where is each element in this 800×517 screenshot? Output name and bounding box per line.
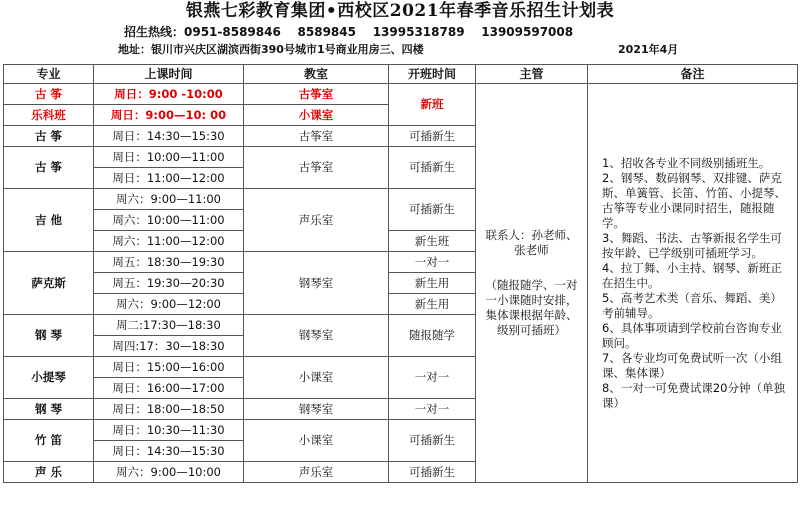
room-cell: 小课室 <box>244 420 389 462</box>
time-cell: 周六：9:00—10:00 <box>94 462 244 483</box>
col-header-notes: 备注 <box>588 65 798 84</box>
subject-cell: 声 乐 <box>4 462 94 483</box>
time-cell: 周日：9:00 -10:00 <box>94 84 244 105</box>
subject-cell: 古 筝 <box>4 84 94 105</box>
status-cell: 一对一 <box>389 399 476 420</box>
time-cell: 周六：11:00—12:00 <box>94 231 244 252</box>
note-item: 2、钢琴、数码钢琴、双排键、萨克斯、单簧管、长笛、竹笛、小提琴、古筝等专业小课同时招生，随报随学。 <box>602 170 786 230</box>
date-text: 2021年4月 <box>618 43 679 56</box>
notes-cell <box>588 84 798 483</box>
note-item: 7、各专业均可免费试听一次（小组课、集体课） <box>602 350 782 380</box>
room-cell: 古筝室 <box>244 126 389 147</box>
time-cell: 周日：16:00—17:00 <box>94 378 244 399</box>
note-item: 6、具体事项请到学校前台咨询专业顾问。 <box>602 320 782 350</box>
col-header-room: 教室 <box>244 65 389 84</box>
subject-cell: 吉 他 <box>4 189 94 252</box>
note-item: 5、高考艺术类（音乐、舞蹈、美）考前辅导。 <box>602 290 782 320</box>
subject-cell: 钢 琴 <box>4 399 94 420</box>
subject-cell: 古 筝 <box>4 126 94 147</box>
note-item: 8、一对一可免费试课20分钟（单独课） <box>602 380 785 410</box>
col-header-subject: 专业 <box>4 65 94 84</box>
time-cell: 周六：10:00—11:00 <box>94 210 244 231</box>
table-row <box>4 84 798 105</box>
schedule-table <box>3 64 798 483</box>
manager-cell <box>476 84 588 483</box>
note-item: 3、舞蹈、书法、古筝新报名学生可按年龄、已学级别可插班学习。 <box>602 230 782 260</box>
hotline-text: 招生热线：0951-8589846 8589845 13995318789 13909597008 <box>124 25 574 39</box>
status-cell: 一对一 <box>389 357 476 399</box>
time-cell: 周五：19:30—20:30 <box>94 273 244 294</box>
time-cell: 周二:17:30—18:30 <box>94 315 244 336</box>
status-cell: 新生用 <box>389 294 476 315</box>
time-cell: 周日：10:30—11:30 <box>94 420 244 441</box>
status-cell: 新生班 <box>389 231 476 252</box>
address-line <box>0 41 800 59</box>
subject-cell: 钢 琴 <box>4 315 94 357</box>
subject-cell: 竹 笛 <box>4 420 94 462</box>
note-item: 1、招收各专业不同级别插班生。 <box>602 155 771 170</box>
col-header-time: 上课时间 <box>94 65 244 84</box>
time-cell: 周日：10:00—11:00 <box>94 147 244 168</box>
col-header-status: 开班时间 <box>389 65 476 84</box>
time-cell: 周日：14:30—15:30 <box>94 126 244 147</box>
time-cell: 周六：9:00—11:00 <box>94 189 244 210</box>
room-cell: 小课室 <box>244 357 389 399</box>
subject-cell: 萨克斯 <box>4 252 94 315</box>
room-cell: 古筝室 <box>244 84 389 105</box>
col-header-manager: 主管 <box>476 65 588 84</box>
status-cell: 一对一 <box>389 252 476 273</box>
room-cell: 小课室 <box>244 105 389 126</box>
status-cell: 随报随学 <box>389 315 476 357</box>
time-cell: 周日：15:00—16:00 <box>94 357 244 378</box>
room-cell: 钢琴室 <box>244 315 389 357</box>
table-header-row <box>4 65 798 84</box>
manager-note: （随报随学、一对一小课随时安排，集体课根据年龄、级别可插班） <box>485 278 578 337</box>
subject-cell: 古 筝 <box>4 147 94 189</box>
room-cell: 古筝室 <box>244 147 389 189</box>
status-cell: 可插新生 <box>389 189 476 231</box>
status-cell: 新班 <box>389 84 476 126</box>
time-cell: 周五：18:30—19:30 <box>94 252 244 273</box>
status-cell: 可插新生 <box>389 126 476 147</box>
time-cell: 周日：18:00—18:50 <box>94 399 244 420</box>
manager-contact: 联系人：孙老师、张老师 <box>485 228 578 257</box>
subject-cell: 小提琴 <box>4 357 94 399</box>
status-cell: 可插新生 <box>389 462 476 483</box>
address-text: 地址：银川市兴庆区湖滨西街390号城市1号商业用房三、四楼 <box>118 43 424 56</box>
time-cell: 周日：9:00—10: 00 <box>94 105 244 126</box>
status-cell: 新生用 <box>389 273 476 294</box>
page-title: 银燕七彩教育集团•西校区2021年春季音乐招生计划表 <box>185 1 615 21</box>
room-cell: 钢琴室 <box>244 252 389 315</box>
subject-cell: 乐科班 <box>4 105 94 126</box>
room-cell: 声乐室 <box>244 189 389 252</box>
room-cell: 声乐室 <box>244 462 389 483</box>
time-cell: 周日：11:00—12:00 <box>94 168 244 189</box>
time-cell: 周四:17：30—18:30 <box>94 336 244 357</box>
room-cell: 钢琴室 <box>244 399 389 420</box>
note-item: 4、拉丁舞、小主持、钢琴、新班正在招生中。 <box>602 260 782 290</box>
time-cell: 周日：14:30—15:30 <box>94 441 244 462</box>
status-cell: 可插新生 <box>389 420 476 462</box>
status-cell: 可插新生 <box>389 147 476 189</box>
time-cell: 周六：9:00—12:00 <box>94 294 244 315</box>
